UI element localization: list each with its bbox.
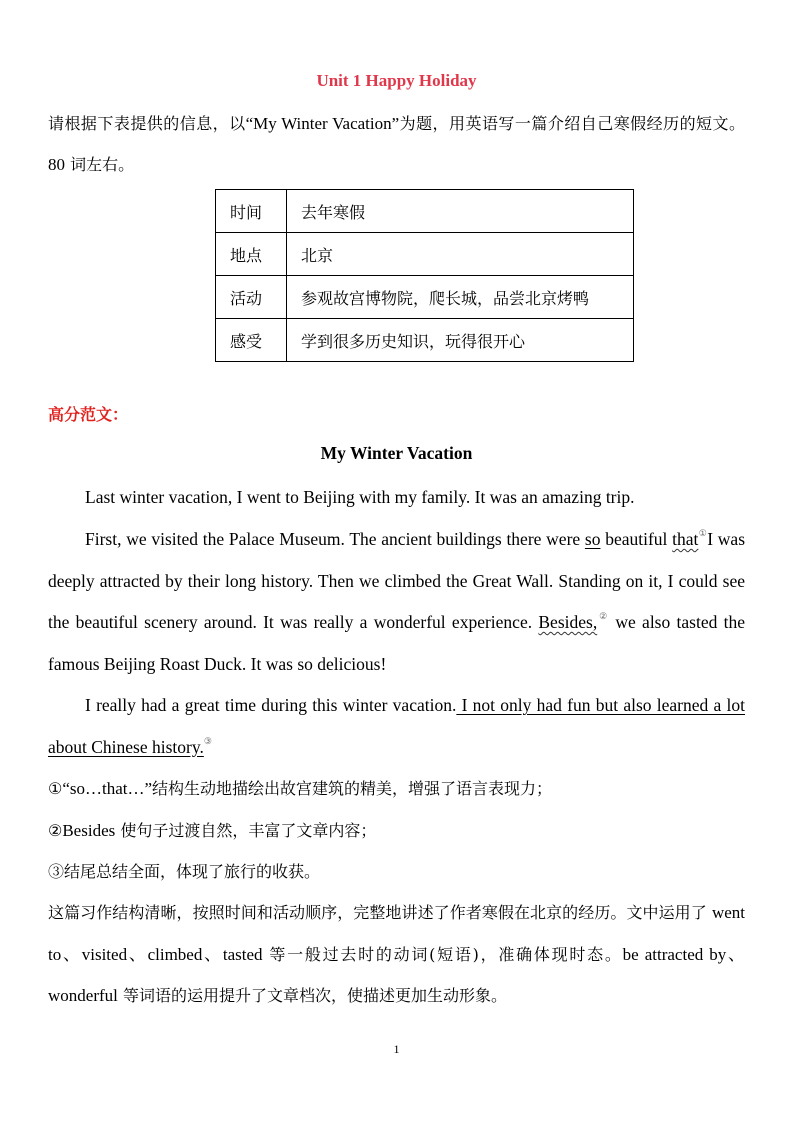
essay-p2-text: beautiful bbox=[600, 529, 673, 549]
highlight-that: that bbox=[672, 529, 699, 549]
table-row bbox=[216, 190, 634, 233]
table-row bbox=[216, 233, 634, 276]
unit-title: Unit 1 Happy Holiday bbox=[316, 71, 477, 90]
table-value-cell: 参观故宫博物院，爬长城，品尝北京烤鸭 bbox=[287, 276, 634, 319]
note-text: 结构生动地描绘出故宫建筑的精美，增强了语言表现力； bbox=[152, 779, 553, 798]
annotation-mark-1: ① bbox=[698, 528, 708, 538]
note-english-term: “so…that…” bbox=[62, 779, 153, 798]
table-key-cell: 感受 bbox=[216, 319, 287, 362]
note-text: 使句子过渡自然，丰富了文章内容； bbox=[115, 821, 377, 840]
essay-p2-text: I was deeply attracted by their long history. Then we climbed the Great Wall. Standing on it, I could see the beautiful scenery around. It was really a wonderful experience. bbox=[48, 529, 746, 632]
highlight-besides: Besides, bbox=[538, 612, 598, 632]
essay-paragraph-3 bbox=[48, 685, 745, 768]
note-3 bbox=[48, 851, 745, 892]
summary-english-terms: be attracted by、wonderful bbox=[48, 944, 745, 1005]
essay-paragraph-2 bbox=[48, 519, 745, 685]
annotation-mark-3: ③ bbox=[203, 735, 212, 746]
essay-p2-text: First, we visited the Palace Museum. The ancient buildings there were bbox=[85, 529, 585, 549]
sample-essay-label: 高分范文： bbox=[48, 405, 129, 424]
highlight-so: so bbox=[584, 529, 601, 549]
prompt-text-2: 为题，用英语写一篇介绍自己寒假经历的短文。 bbox=[399, 114, 745, 133]
table-value-cell: 学到很多历史知识，玩得很开心 bbox=[287, 319, 634, 362]
summary-paragraph bbox=[48, 892, 745, 1017]
info-table bbox=[215, 189, 634, 362]
note-number: ③ bbox=[48, 862, 65, 881]
highlight-closing-sentence: I not only had fun but also learned a lot about Chinese history. bbox=[48, 695, 746, 757]
prompt-title-quote: “My Winter Vacation” bbox=[245, 114, 400, 133]
essay-paragraph-1: Last winter vacation, I went to Beijing with my family. It was an amazing trip. bbox=[85, 487, 635, 507]
prompt-text-1: 请根据下表提供的信息，以 bbox=[48, 114, 246, 133]
note-english-term: Besides bbox=[62, 821, 116, 840]
table-key-cell: 活动 bbox=[216, 276, 287, 319]
table-row bbox=[216, 319, 634, 362]
prompt-word-count: 80 bbox=[48, 155, 65, 174]
essay-p2-text: we also tasted the famous Beijing Roast Duck. It was so delicious! bbox=[48, 612, 746, 674]
table-row bbox=[216, 276, 634, 319]
prompt-text-3: 词左右。 bbox=[65, 155, 135, 174]
summary-text: 等词语的运用提升了文章档次，使描述更加生动形象。 bbox=[117, 986, 507, 1005]
table-key-cell: 地点 bbox=[216, 233, 287, 276]
note-number: ① bbox=[48, 779, 63, 798]
essay-p3-text: I really had a great time during this winter vacation. bbox=[85, 695, 457, 715]
table-value-cell: 去年寒假 bbox=[287, 190, 634, 233]
summary-text: 等一般过去时的动词(短语)，准确体现时态。 bbox=[262, 944, 623, 964]
writing-prompt bbox=[48, 103, 745, 185]
note-2 bbox=[48, 810, 745, 851]
summary-english-terms: went to、visited、climbed、tasted bbox=[48, 903, 745, 964]
summary-text: 这篇习作结构清晰，按照时间和活动顺序，完整地讲述了作者寒假在北京的经历。文中运用了 bbox=[48, 903, 712, 922]
annotation-mark-2: ② bbox=[597, 611, 610, 621]
essay-title: My Winter Vacation bbox=[320, 443, 473, 463]
note-number: ② bbox=[48, 821, 63, 840]
note-text: 结尾总结全面，体现了旅行的收获。 bbox=[64, 862, 321, 881]
page-number: 1 bbox=[393, 1042, 400, 1056]
note-1 bbox=[48, 768, 745, 809]
table-key-cell: 时间 bbox=[216, 190, 287, 233]
table-value-cell: 北京 bbox=[287, 233, 634, 276]
